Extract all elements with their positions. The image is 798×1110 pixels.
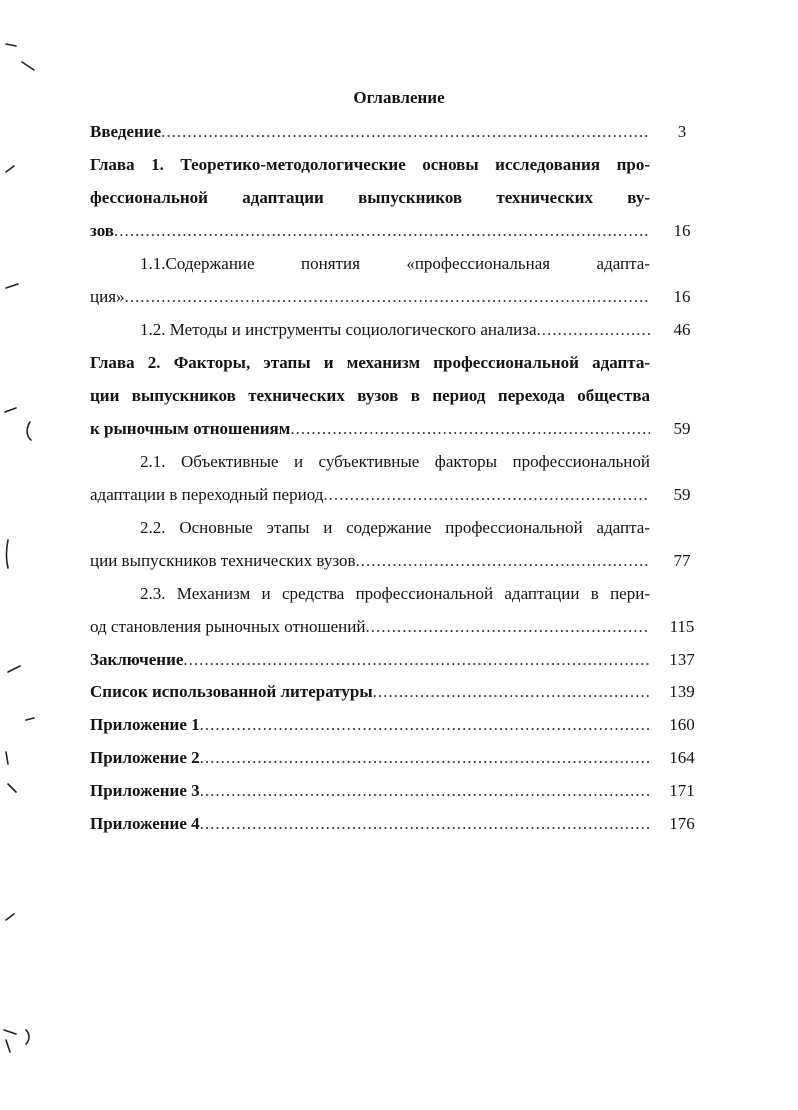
toc-line: фессиональной адаптации выпускников технических ву- (90, 188, 650, 207)
toc-line: Глава 2. Факторы, этапы и механизм профессиональной адапта- (90, 353, 650, 372)
page-number: 16 (673, 221, 691, 240)
page-number: 139 (669, 682, 695, 701)
page-number: 115 (669, 617, 695, 636)
toc-line (90, 617, 650, 637)
toc-line: Глава 1. Теоретико-методологические основы исследования про- (90, 155, 650, 174)
dot-leader (290, 419, 650, 439)
page-number: 46 (673, 320, 691, 339)
page-number: 59 (673, 419, 691, 438)
toc-entry-text: Заключение (90, 650, 184, 669)
page-number: 171 (669, 781, 695, 800)
page-number: 16 (673, 287, 691, 306)
toc-line (90, 682, 650, 702)
dot-leader (161, 122, 650, 142)
toc-entry-text: од становления рыночных отношений (90, 617, 366, 636)
toc-entry-text: ции выпускников технических вузов (90, 551, 356, 570)
toc-line: 2.2. Основные этапы и содержание профессиональной адапта- (140, 518, 650, 537)
page-number: 176 (669, 814, 695, 833)
toc-line (90, 650, 650, 670)
dot-leader (373, 682, 650, 702)
page-number: 164 (669, 748, 695, 767)
toc-line (90, 122, 650, 142)
toc-entry-text: к рыночным отношениям (90, 419, 291, 438)
dot-leader (200, 814, 650, 834)
dot-leader (200, 748, 650, 768)
toc-entry-text: ция» (90, 287, 125, 306)
toc-entry-text: Введение (90, 122, 162, 141)
toc-entry-text: зов (90, 221, 114, 240)
toc-line (90, 485, 650, 505)
page-number: 160 (669, 715, 695, 734)
toc-line: 2.3. Механизм и средства профессиональной адаптации в пери- (140, 584, 650, 603)
toc-entry-text: Приложение 4 (90, 814, 200, 833)
toc-title: Оглавление (353, 88, 445, 107)
dot-leader (125, 287, 650, 307)
dot-leader (323, 485, 650, 505)
toc-line: 2.1. Объективные и субъективные факторы профессиональной (140, 452, 650, 471)
page-number: 59 (673, 485, 691, 504)
dot-leader (537, 320, 650, 340)
toc-entry-text: Приложение 1 (90, 715, 200, 734)
toc-line (90, 419, 650, 439)
page-number: 3 (677, 122, 687, 141)
toc-line (90, 715, 650, 735)
page-number: 77 (673, 551, 691, 570)
dot-leader (355, 551, 650, 571)
toc-line (90, 814, 650, 834)
toc-line (140, 320, 650, 340)
toc-line (90, 781, 650, 801)
toc-line (90, 221, 650, 241)
toc-line (90, 748, 650, 768)
page-number: 137 (669, 650, 695, 669)
scan-edge-marks (0, 0, 40, 1110)
toc-entry-text: Приложение 3 (90, 781, 200, 800)
dot-leader (200, 781, 650, 801)
toc-entry-text: Список использованной литературы (90, 682, 373, 701)
dot-leader (200, 715, 650, 735)
toc-entry-text: адаптации в переходный период (90, 485, 324, 504)
toc-entry-text: Приложение 2 (90, 748, 200, 767)
dot-leader (183, 650, 650, 670)
toc-line: 1.1.Содержание понятия «профессиональная адапта- (140, 254, 650, 273)
toc-line (90, 287, 650, 307)
toc-line: ции выпускников технических вузов в период перехода общества (90, 386, 650, 405)
dot-leader (114, 221, 650, 241)
dot-leader (365, 617, 650, 637)
toc-line (90, 551, 650, 571)
toc-entry-text: 1.2. Методы и инструменты социологического анализа (140, 320, 537, 339)
